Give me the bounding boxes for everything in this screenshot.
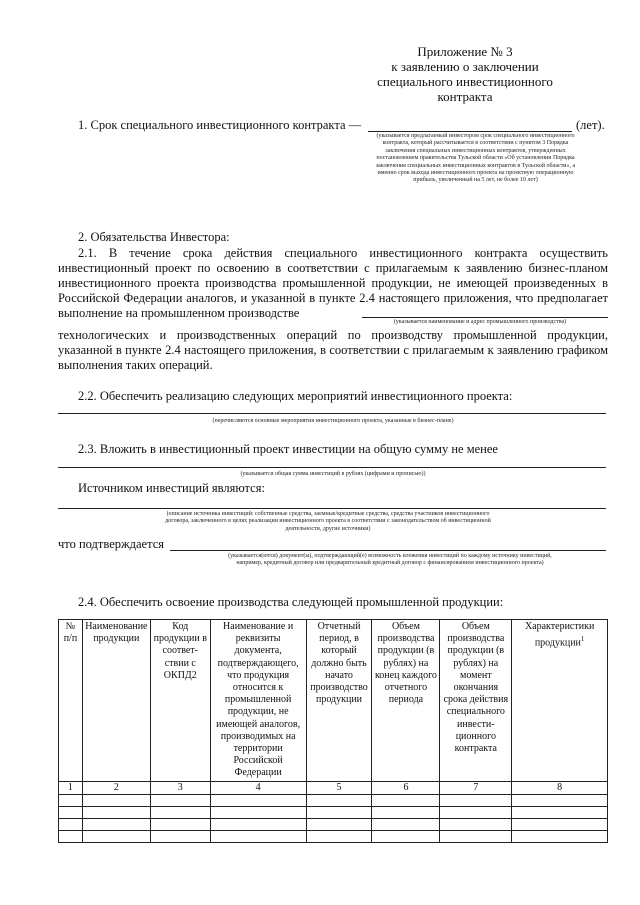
appendix-subtitle-3: контракта: [437, 89, 493, 104]
table-cell[interactable]: [210, 794, 306, 806]
production-site-note: (указывается наименование и адрес промышленного производства): [393, 319, 567, 325]
contract-term-unit: (лет).: [576, 118, 605, 132]
col-header-volume-contract: Объем производства продукции (в рублях) на момент окончания срока действия специального инвести-ционного контракта: [440, 620, 512, 782]
table-row: [59, 794, 608, 806]
clause-2-1-text: 2.1. В течение срока действия специального инвестиционного контракта осуществить инвестиционный проект по освоению в соответствии с прилагаемым к заявлению бизнес-планом инвестиционного проекта производства промышленной продукции, не имеющей произведенных в Российской Федерации аналогов, и указанной в пункте 2.4 настоящего приложения, что предполагает выполнение на промышленном производстве: [58, 246, 608, 320]
col-header-volume-period: Объем производства продукции (в рублях) на конец каждого отчетного периода: [372, 620, 440, 782]
table-cell[interactable]: [82, 806, 150, 818]
appendix-title: Приложение № 3: [417, 44, 513, 59]
table-cell[interactable]: [82, 830, 150, 842]
table-cell[interactable]: [306, 794, 372, 806]
investment-amount-field[interactable]: [58, 467, 606, 468]
appendix-subtitle-1: к заявлению о заключении: [391, 59, 539, 74]
table-cell[interactable]: [150, 818, 210, 830]
investment-source-note: (описание источника инвестиций: собственные средства, заемные/кредитные средства, средства участников инвестиционного договора, заключенного в целях реализации инвестиционного проекта в соответствии с законодательством об инвестиционной деятельности, другие источники): [165, 511, 491, 532]
table-cell[interactable]: [372, 794, 440, 806]
table-cell[interactable]: [306, 818, 372, 830]
table-number-row: [59, 781, 608, 794]
products-table: [58, 619, 608, 843]
table-cell[interactable]: [512, 818, 608, 830]
table-row: [59, 818, 608, 830]
table-cell[interactable]: [440, 794, 512, 806]
table-cell[interactable]: [512, 806, 608, 818]
table-cell[interactable]: [210, 818, 306, 830]
table-cell[interactable]: [512, 794, 608, 806]
clause-2-2-text: 2.2. Обеспечить реализацию следующих мероприятий инвестиционного проекта:: [78, 389, 513, 403]
col-number: 8: [512, 781, 608, 794]
table-row: [59, 830, 608, 842]
table-header-row: [59, 620, 608, 782]
col-number: 4: [210, 781, 306, 794]
col-number: 2: [82, 781, 150, 794]
table-cell[interactable]: [150, 806, 210, 818]
table-cell[interactable]: [512, 830, 608, 842]
contract-term-note: (указывается предлагаемый инвестором срок специального инвестиционного контракта, который рассчитывается в соответствии с пунктом 3 Порядка заключения специальных инвестиционных контрактов, утвержденных постановлением правительства Тульской области «Об установлении Порядка заключения специальных инвестиционных контрактов в Тульской области», а именно срок выхода инвестиционного проекта на проектную операционную прибыль, увеличенный на 5 лет, не более 10 лет): [375, 133, 576, 184]
col-number: 6: [372, 781, 440, 794]
table-cell[interactable]: [210, 806, 306, 818]
contract-term-field[interactable]: [368, 131, 572, 132]
appendix-subtitle-2: специального инвестиционного: [377, 74, 553, 89]
col-header-characteristics: [512, 620, 608, 782]
production-site-field[interactable]: [362, 317, 608, 318]
investment-source-field[interactable]: [58, 508, 606, 509]
table-cell[interactable]: [306, 806, 372, 818]
table-cell[interactable]: [372, 806, 440, 818]
table-cell[interactable]: [59, 794, 83, 806]
table-cell[interactable]: [59, 818, 83, 830]
col-number: 1: [59, 781, 83, 794]
footnote-mark: 1: [580, 635, 585, 644]
clause-2-3-text: 2.3. Вложить в инвестиционный проект инвестиции на общую сумму не менее: [78, 442, 498, 456]
table-row: [59, 806, 608, 818]
confirmation-field[interactable]: [170, 550, 606, 551]
investment-source-label: Источником инвестиций являются:: [78, 481, 265, 495]
col-header-okpd2-code: Код продукции в соответ-ствии с ОКПД2: [150, 620, 210, 782]
characteristics-label: Характеристики продукции: [524, 621, 595, 649]
col-header-period: Отчетный период, в который должно быть начато производство продукции: [306, 620, 372, 782]
activities-field[interactable]: [58, 413, 606, 414]
table-cell[interactable]: [372, 830, 440, 842]
table-cell[interactable]: [59, 806, 83, 818]
col-header-document: Наименование и реквизиты документа, подтверждающего, что продукция относится к промышленной продукции, не имеющей аналогов, производимых на территории Российской Федерации: [210, 620, 306, 782]
investment-amount-note: (указывается общая сумма инвестиций в рублях (цифрами и прописью)): [240, 471, 426, 477]
clause-2-1-continuation: технологических и производственных операций по производству промышленной продукции, указанной в пункте 2.4 настоящего приложения, в соответствии с прилагаемым к заявлению графиком выполнения таких операций.: [58, 328, 608, 372]
appendix-header: [360, 44, 570, 104]
table-cell[interactable]: [82, 794, 150, 806]
table-cell[interactable]: [440, 818, 512, 830]
col-number: 5: [306, 781, 372, 794]
investor-obligations-title: 2. Обязательства Инвестора:: [78, 230, 230, 244]
col-number: 7: [440, 781, 512, 794]
col-number: 3: [150, 781, 210, 794]
table-cell[interactable]: [150, 794, 210, 806]
table-cell[interactable]: [440, 806, 512, 818]
col-header-product-name: Наименование продукции: [82, 620, 150, 782]
table-cell[interactable]: [150, 830, 210, 842]
table-cell[interactable]: [306, 830, 372, 842]
contract-term-label: 1. Срок специального инвестиционного контракта —: [78, 118, 362, 132]
table-cell[interactable]: [82, 818, 150, 830]
confirmation-note: (указывается(ются) документ(ы), подтверждающий(е) возможность вложения инвестиций по каждому источнику инвестиций, например, кредитный договор или предварительный кредитный договор с финансированием инвестиционного проекта): [228, 553, 552, 567]
table-cell[interactable]: [210, 830, 306, 842]
clause-2-4-text: 2.4. Обеспечить освоение производства следующей промышленной продукции:: [78, 595, 504, 609]
activities-note: (перечисляются основные мероприятия инвестиционного проекта, указанные в бизнес-плане): [212, 418, 454, 424]
col-header-number: № п/п: [59, 620, 83, 782]
table-cell[interactable]: [372, 818, 440, 830]
table-cell[interactable]: [59, 830, 83, 842]
table-cell[interactable]: [440, 830, 512, 842]
confirmation-label: что подтверждается: [58, 537, 164, 551]
